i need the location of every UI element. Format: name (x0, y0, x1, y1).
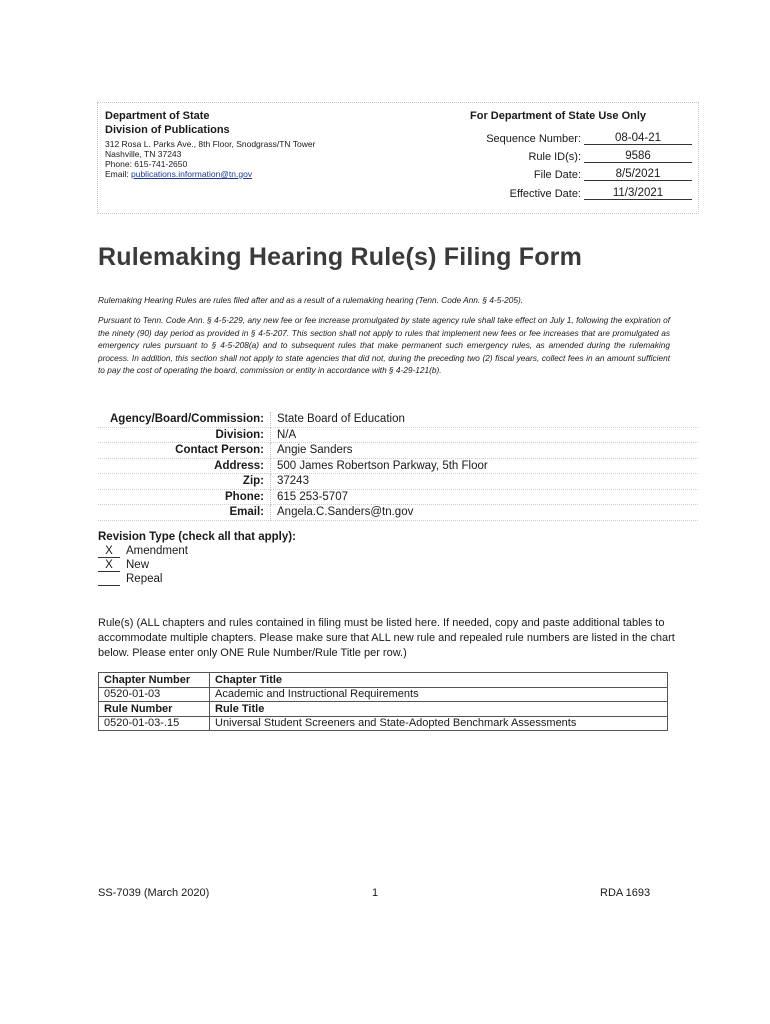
repeal-label: Repeal (126, 573, 163, 585)
contact-table (98, 412, 698, 521)
phone-row (98, 489, 698, 505)
contact-email-value[interactable]: Angela.C.Sanders@tn.gov (271, 505, 699, 521)
chapter-number-header: Chapter Number (99, 673, 210, 688)
phone-label: Phone: (98, 489, 271, 505)
agency-row (98, 412, 698, 427)
contact-email-label: Email: (98, 505, 271, 521)
rda-number: RDA 1693 (600, 887, 651, 899)
address-value[interactable]: 500 James Robertson Parkway, 5th Floor (271, 458, 699, 474)
rule-row (99, 716, 668, 731)
revision-repeal[interactable] (98, 573, 162, 586)
contact-person-value[interactable]: Angie Sanders (271, 443, 699, 459)
email-link[interactable]: publications.information@tn.gov (131, 169, 253, 179)
email-label: Email: (105, 169, 129, 179)
rule-id-label: Rule ID(s): (528, 151, 581, 163)
phone-value[interactable]: 615 253-5707 (271, 489, 699, 505)
office-use-title: For Department of State Use Only (470, 110, 647, 122)
chapter-title-header: Chapter Title (210, 673, 668, 688)
address-row (98, 458, 698, 474)
division-label: Division: (98, 427, 271, 443)
file-date-label: File Date: (533, 169, 581, 181)
division-name: Division of Publications (105, 124, 230, 136)
effective-date-value: 11/3/2021 (584, 187, 692, 200)
amendment-checkmark[interactable]: X (98, 545, 120, 558)
revision-type-title: Revision Type (check all that apply): (98, 531, 296, 543)
new-checkmark[interactable]: X (98, 559, 120, 572)
agency-value[interactable]: State Board of Education (271, 412, 699, 427)
zip-value[interactable]: 37243 (271, 474, 699, 490)
revision-new[interactable] (98, 559, 149, 572)
rules-table (98, 672, 668, 731)
page-number: 1 (372, 887, 379, 899)
rule-number-cell[interactable]: 0520-01-03-.15 (99, 716, 210, 731)
phone-line: Phone: 615-741-2650 (105, 159, 188, 169)
rule-id-value: 9586 (584, 150, 692, 163)
email-line (105, 169, 252, 179)
revision-amendment[interactable] (98, 545, 188, 558)
sequence-label: Sequence Number: (486, 133, 581, 145)
amendment-label: Amendment (126, 545, 189, 557)
form-id: SS-7039 (March 2020) (98, 887, 210, 899)
division-row (98, 427, 698, 443)
chapter-row (99, 687, 668, 702)
agency-label: Agency/Board/Commission: (98, 412, 271, 427)
fee-note: Pursuant to Tenn. Code Ann. § 4-5-229, any new fee or fee increase promulgated by state agency rule shall take effect on July 1, following the expiration of the ninety (90) day period as provided in § 4-5-207. This section shall not apply to rules that implement new fees or fee increases that are promulgated as emergency rules pursuant to § 4-5-208(a) and to subsequent rules that make permanent such emergency rules, as amended during the rulemaking process. In addition, this section shall not apply to state agencies that did not, during the preceding two (2) fiscal years, collect fees in an amount sufficient to pay the cost of operating the board, commission or entity in accordance with § 4-29-121(b). (98, 315, 670, 375)
new-label: New (126, 559, 150, 571)
rule-header-row (99, 702, 668, 717)
department-name: Department of State (105, 110, 210, 122)
rule-title-cell[interactable]: Universal Student Screeners and State-Adopted Benchmark Assessments (210, 716, 668, 731)
chapter-header-row (99, 673, 668, 688)
rule-number-header: Rule Number (99, 702, 210, 717)
sequence-value: 08-04-21 (584, 132, 692, 145)
email-row (98, 505, 698, 521)
address-label: Address: (98, 458, 271, 474)
division-value[interactable]: N/A (271, 427, 699, 443)
contact-person-label: Contact Person: (98, 443, 271, 459)
file-date-value: 8/5/2021 (584, 168, 692, 181)
zip-row (98, 474, 698, 490)
rule-title-header: Rule Title (210, 702, 668, 717)
address-line-1: 312 Rosa L. Parks Ave., 8th Floor, Snodgrass/TN Tower (105, 139, 316, 149)
effective-date-label: Effective Date: (509, 188, 581, 200)
rulemaking-note: Rulemaking Hearing Rules are rules filed after and as a result of a rulemaking hearing (Tenn. Code Ann. § 4-5-205). (98, 295, 524, 305)
rules-instructions: Rule(s) (ALL chapters and rules contained in filing must be listed here. If needed, copy and paste additional tables to accommodate multiple chapters. Please make sure that ALL new rule and repealed rule numbers are listed in the chart below. Please enter only ONE Rule Number/Rule Title per row.) (98, 617, 675, 659)
repeal-checkmark[interactable] (98, 573, 120, 586)
zip-label: Zip: (98, 474, 271, 490)
chapter-number-cell[interactable]: 0520-01-03 (99, 687, 210, 702)
address-line-2: Nashville, TN 37243 (105, 149, 182, 159)
chapter-title-cell[interactable]: Academic and Instructional Requirements (210, 687, 668, 702)
form-title: Rulemaking Hearing Rule(s) Filing Form (98, 243, 583, 271)
contact-person-row (98, 443, 698, 459)
